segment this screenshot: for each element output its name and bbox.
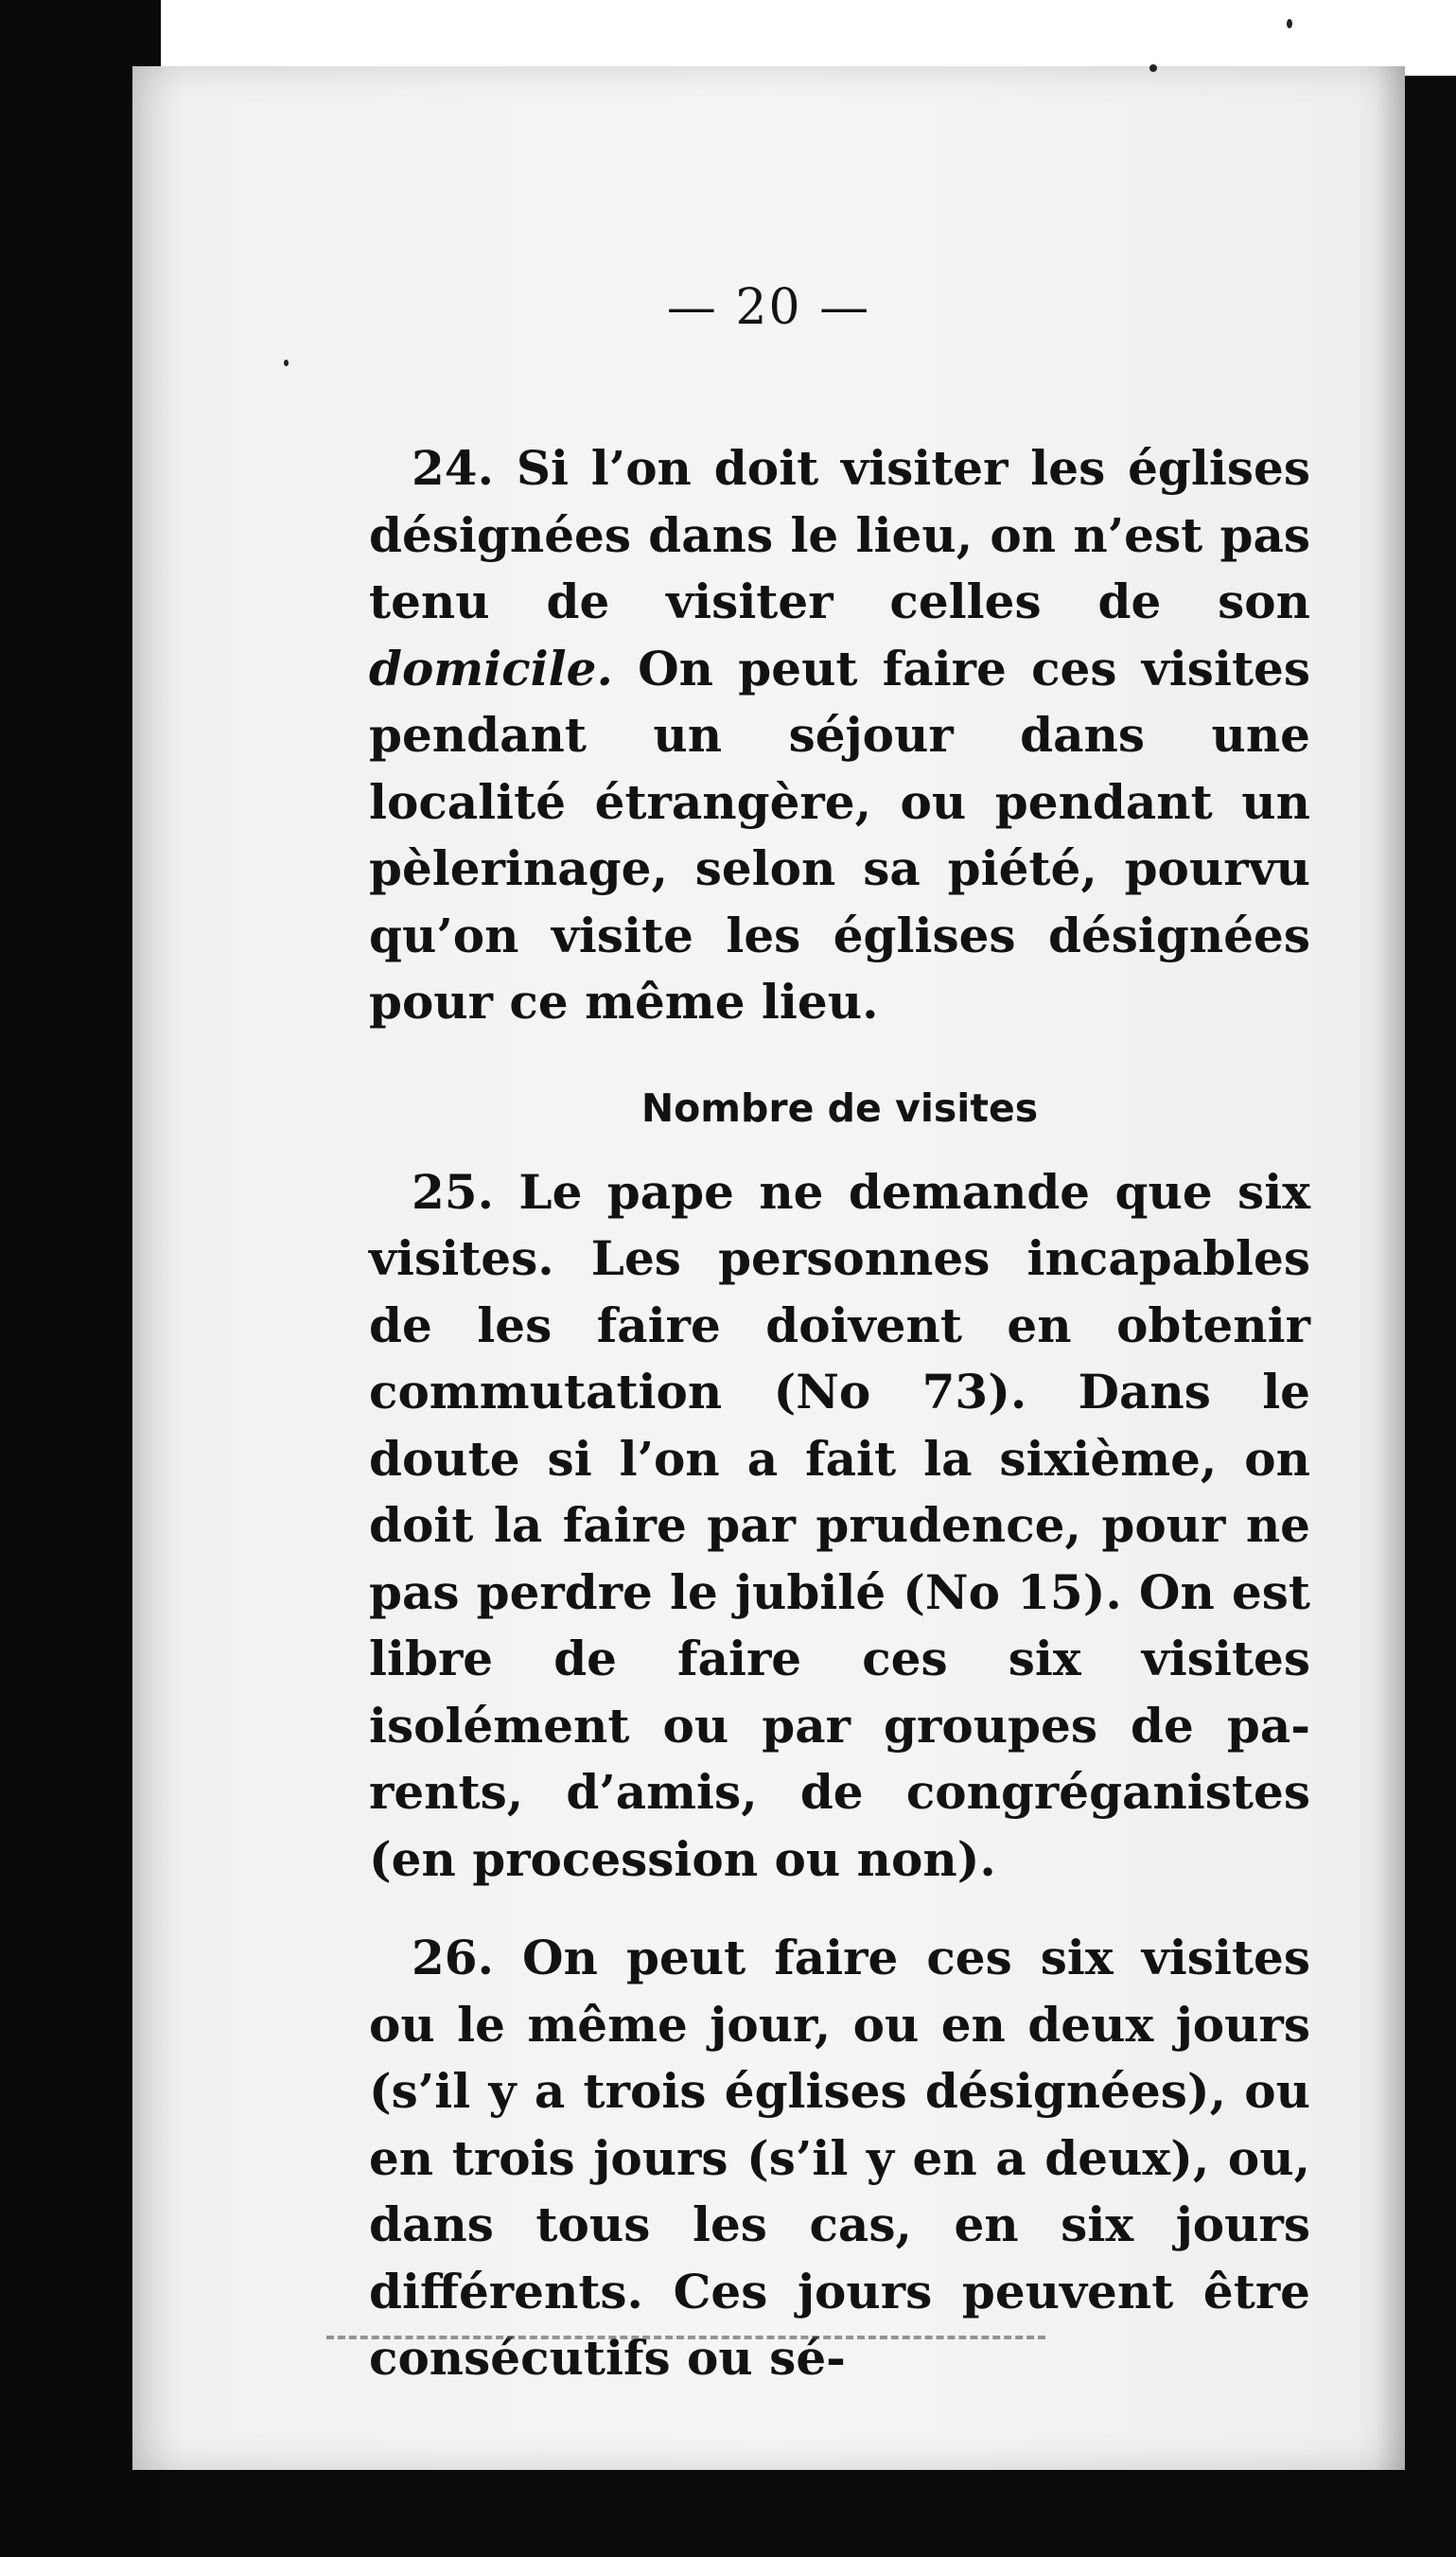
section-heading: Nombre de visites — [640, 1085, 1039, 1131]
scan-background-top — [0, 0, 1456, 76]
paragraph-number: 25. — [412, 1163, 494, 1220]
scan-speck — [284, 360, 289, 366]
book-page — [132, 66, 1405, 2470]
paragraph-number: 26. — [412, 1930, 494, 1985]
paragraph-text: On peut faire ces visites pendant un séjour dans une localité étrangère, ou pendant un pèlerinage, selon sa piété, pourvu qu’on visite les églises désignées pour ce même lieu. — [369, 640, 1310, 1030]
scan-speck — [1287, 19, 1292, 28]
scan-speck — [1149, 64, 1157, 72]
paragraph-text: Si l’on doit visiter les églises désignées dans le lieu, on n’est pas tenu de visiter celles de son — [369, 440, 1310, 629]
page-edge-shadow — [1377, 66, 1405, 2470]
page-content — [369, 435, 1310, 2392]
footer-rule — [326, 2336, 1045, 2339]
paragraph-25 — [369, 1159, 1310, 1894]
paragraph-text: Le pape ne demande que six visites. Les personnes incapables de les faire doivent en obtenir commutation (No 73). Dans le doute si l’on a fait la sixième, on doit la faire par prudence, pour ne pas perdre le jubilé (No 15). On est libre de faire ces six visites isolément ou par groupes de parents, d’amis, de congréganistes (en procession ou non). — [369, 1163, 1310, 1887]
emphasized-word: domicile. — [369, 640, 613, 697]
paragraph-24 — [369, 435, 1310, 1036]
page-number: — 20 — — [666, 279, 871, 336]
paragraph-text: On peut faire ces six visites ou le même jour, ou en deux jours (s’il y a trois églises désignées), ou en trois jours (s’il y en a deux), ou, dans tous les cas, en six jours différents. Ces jours peuvent être consécutifs ou sé- — [369, 1930, 1310, 2386]
paragraph-number: 24. — [412, 440, 494, 496]
paragraph-26 — [369, 1925, 1310, 2392]
